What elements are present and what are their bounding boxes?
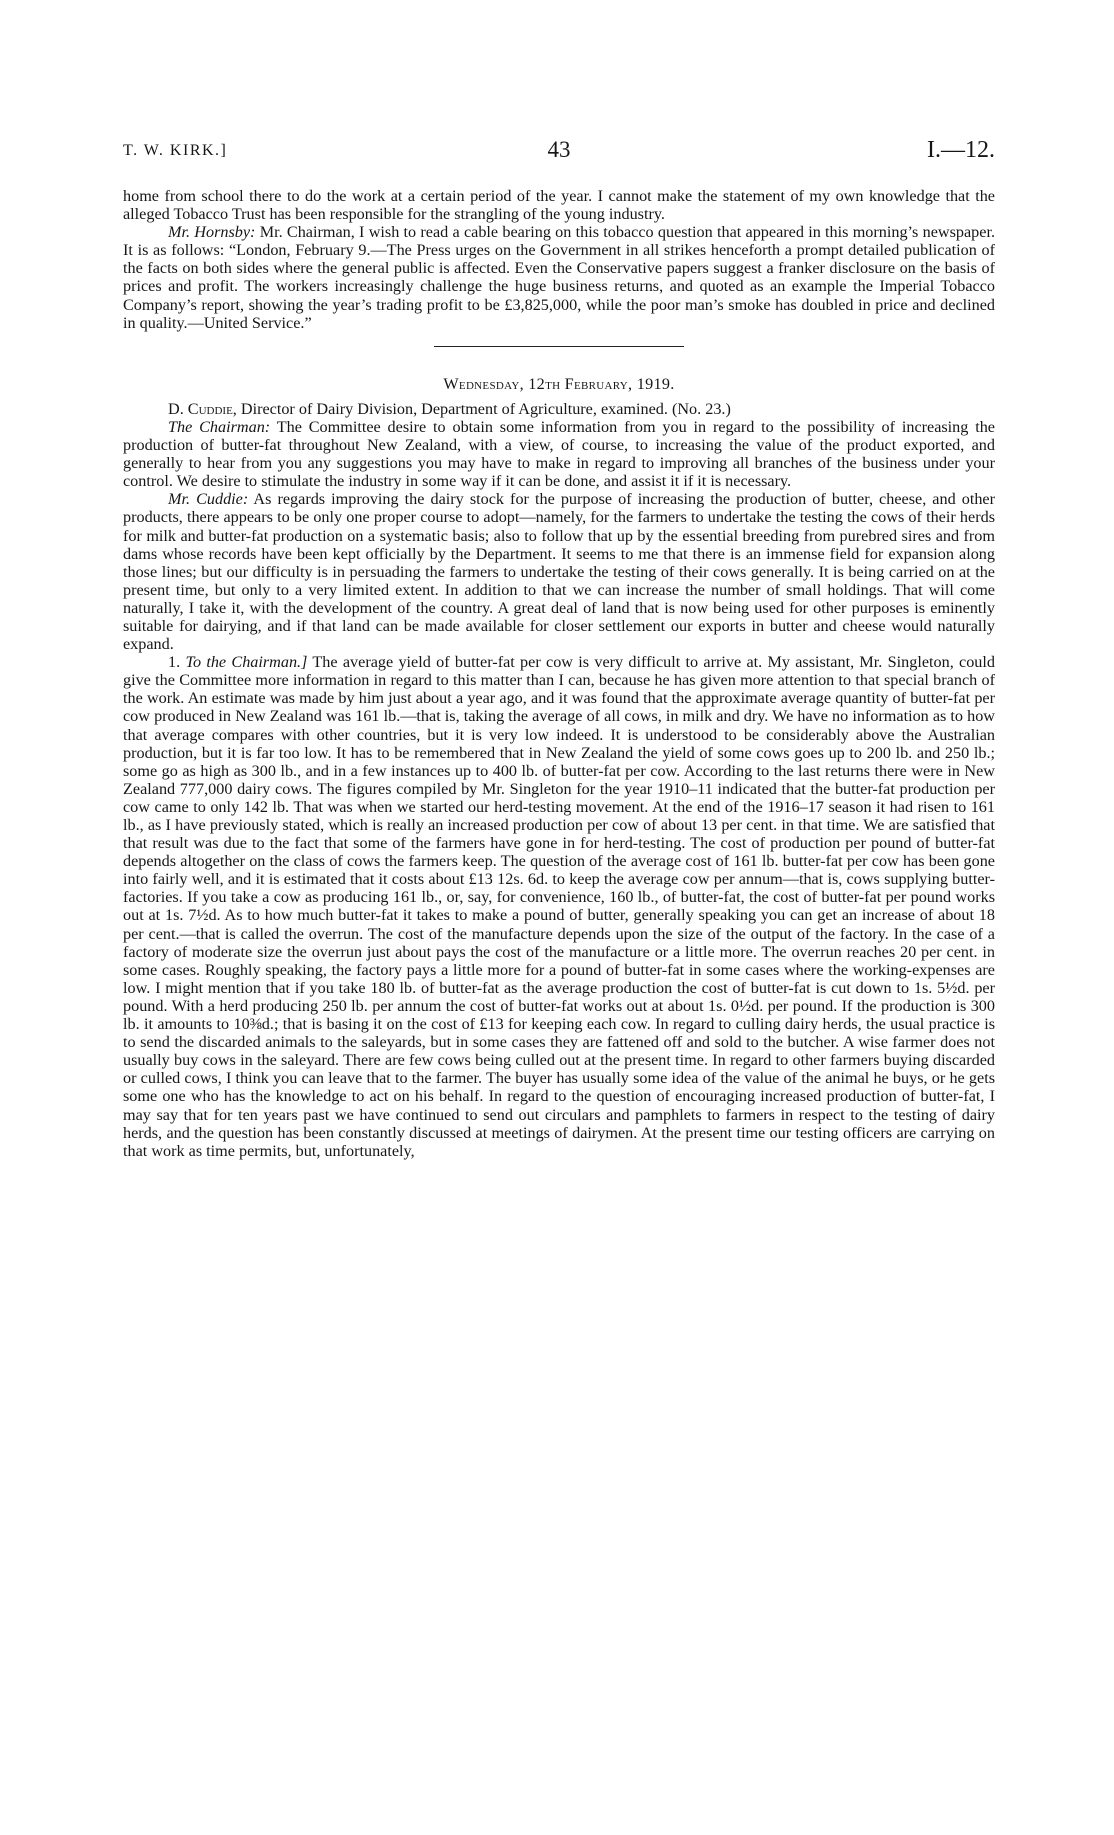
witness-name: D. Cuddie (168, 399, 233, 418)
date-heading: Wednesday, 12th February, 1919. (443, 374, 675, 393)
chairman-paragraph (123, 418, 995, 490)
document-reference: I.—12. (927, 137, 995, 163)
hornsby-text: Mr. Chairman, I wish to read a cable bearing on this tobacco question that appeared in this morning’s newspaper. It is as follows: “London, February 9.—The Press urges on the Government in all strikes henceforth a prompt detailed publication of the facts on both sides where the general public is affected. Even the Conservative papers suggest a franker disclosure on the basis of prices and profit. The workers increasingly challenge the huge business returns, and quoted as an example the Imperial Tobacco Company’s report, showing the year’s trading profit to be £3,825,000, while the poor man’s smoke has doubled in price and declined in quality.—United Service.” (123, 223, 995, 332)
hornsby-paragraph (123, 223, 995, 332)
answer-1-paragraph (123, 653, 995, 1160)
header-witness-name: T. W. KIRK.] (123, 142, 228, 159)
speaker-chairman: The Chairman: (168, 417, 271, 436)
cuddie-text: As regards improving the dairy stock for the purpose of increasing the production of butter, cheese, and other products, there appears to be only one proper course to adopt—namely, for the farmers to undertake the testing the cows of their herds for milk and butter-fat production on a systematic basis; also to follow that up by the essential breeding from purebred sires and from dams whose records have been kept officially by the Department. It seems to me that there is an immense field for expansion along those lines; but our difficulty is in persuading the farmers to undertake the testing of their cows generally. It is being carried on at the present time, but only to a very limited extent. In addition to that we can increase the number of small holdings. That will come naturally, I take it, with the development of the country. A great deal of land that is now being used for other purposes is eminently suitable for dairying, and if that land can be made available for closer settlement our exports in butter and cheese would naturally expand. (123, 490, 995, 654)
opening-paragraph (123, 187, 995, 223)
speaker-hornsby: Mr. Hornsby: (168, 223, 256, 242)
speaker-to-chairman: To the Chairman.] (185, 653, 308, 672)
witness-line (123, 400, 995, 418)
page-body (123, 187, 995, 1160)
opening-text: home from school there to do the work at a certain period of the year. I cannot make the statement of my own knowledge that the alleged Tobacco Trust has been responsible for the strangling of the young industry. (123, 187, 995, 224)
answer-1-text: The average yield of butter-fat per cow is very difficult to arrive at. My assistant, Mr. Singleton, could give the Committee more information in regard to this matter than I can, because he has given more attention to that special branch of the work. An estimate was made by him just about a year ago, and it was found that the approximate average quantity of butter-fat per cow produced in New Zealand was 161 lb.—that is, taking the average of all cows, in milk and dry. We have no information as to how that average compares with other countries, but it is very low indeed. It is understood to be considerably above the Australian production, but it is far too low. It has to be remembered that in New Zealand the yield of some cows goes up to 200 lb. and 250 lb.; some go as high as 300 lb., and in a few instances up to 400 lb. of butter-fat per cow. According to the last returns there were in New Zealand 777,000 dairy cows. The figures compiled by Mr. Singleton for the year 1910–11 indicated that the butter-fat production per cow came to only 142 lb. That was when we started our herd-testing movement. At the end of the 1916–17 season it had risen to 161 lb., as I have previously stated, which is really an increased production per cow of about 13 per cent. in that time. We are satisfied that that result was due to the fact that some of the farmers have gone in for herd-testing. The cost of production per pound of butter-fat depends altogether on the class of cows the farmers keep. The question of the average cost of 161 lb. butter-fat per cow has been gone into fairly well, and it is estimated that it costs about £13 12s. 6d. to keep the average cow per annum—that is, cows supplying butter-factories. If you take a cow as producing 161 lb., or, say, for convenience, 160 lb., of butter-fat, the cost of butter-fat per pound works out at 1s. 7½d. As to how much butter-fat it takes to make a pound of butter, generally speaking you can get an increase of about 18 per cent.—that is called the overrun. The cost of the manufacture depends upon the size of the output of the factory. In the case of a factory of moderate size the overrun just about pays the cost of the manufacture or a little more. The overrun reaches 20 per cent. in some cases. Roughly speaking, the factory pays a little more for a pound of butter-fat in some cases where the working-expenses are low. I might mention that if you take 180 lb. of butter-fat as the average production the cost of butter-fat is cut down to 1s. 5½d. per pound. With a herd producing 250 lb. per annum the cost of butter-fat works out at about 1s. 0½d. per pound. If the production is 300 lb. it amounts to 10⅜d.; that is basing it on the cost of £13 for keeping each cow. In regard to culling dairy herds, the usual practice is to send the discarded animals to the saleyards, but in some cases they are fattened off and sold to the butcher. A wise farmer does not usually buy cows in the saleyard. There are few cows being culled out at the present time. In regard to other farmers buying discarded or culled cows, I think you can leave that to the farmer. The buyer has usually some idea of the value of the animal he buys, or he gets some one who has the knowledge to act on his behalf. In regard to the question of encouraging increased production of butter-fat, I may say that for ten years past we have continued to send out circulars and pamphlets to farmers in respect to the testing of dairy herds, and the question has been constantly discussed at meetings of dairymen. At the present time our testing officers are carrying on that work as time permits, but, unfortunately, (123, 653, 995, 1160)
answer-number: 1. (168, 653, 186, 672)
section-divider (434, 346, 684, 347)
speaker-cuddie: Mr. Cuddie: (168, 490, 249, 509)
chairman-text: The Committee desire to obtain some information from you in regard to the possibility of increasing the production of butter-fat throughout New Zealand, with a view, of course, to increasing the value of the product exported, and generally to hear from you any suggestions you may have to make in regard to improving all branches of the business under your control. We desire to stimulate the industry in some way if it can be done, and assist it if it is necessary. (123, 417, 995, 491)
page-number: 43 (547, 137, 571, 162)
page-header (123, 137, 995, 167)
witness-description: , Director of Dairy Division, Department of Agriculture, examined. (No. 23.) (232, 399, 731, 418)
cuddie-paragraph (123, 490, 995, 653)
